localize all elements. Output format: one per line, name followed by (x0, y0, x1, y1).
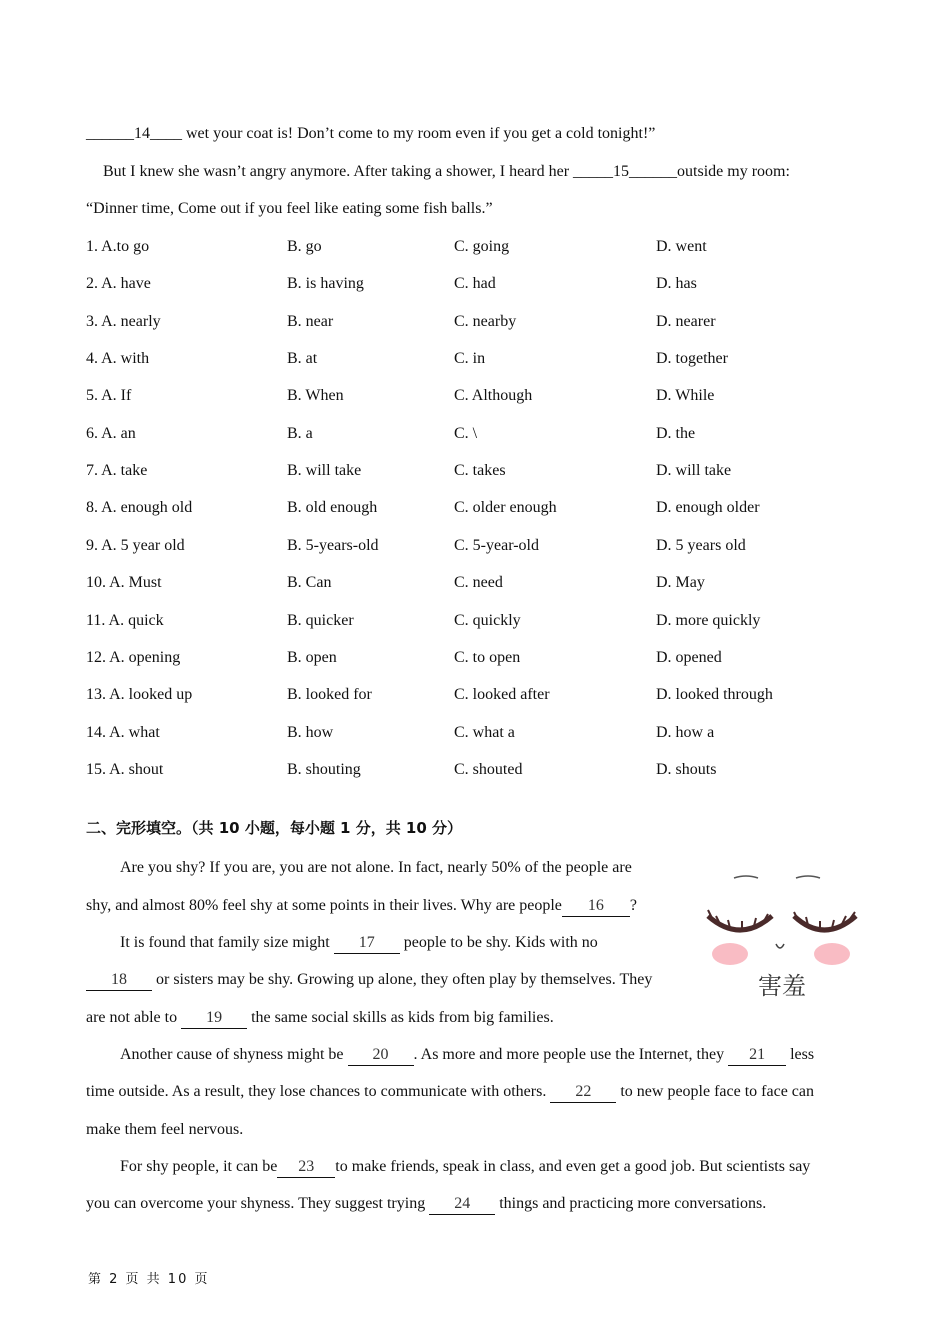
cloze-text: It is found that family size might (120, 934, 334, 951)
option-row (86, 312, 846, 332)
option-row (86, 461, 846, 481)
right-brow (796, 876, 820, 878)
option-choice: C. older enough (454, 499, 557, 516)
option-choice: D. nearer (656, 313, 716, 330)
cloze-text: people to be shy. Kids with no (399, 934, 598, 951)
option-choice: D. how a (656, 724, 715, 741)
option-choice: 15. A. shout (86, 761, 164, 778)
option-choice: C. shouted (454, 761, 523, 778)
option-choice: C. 5-year-old (454, 537, 539, 554)
option-choice: D. May (656, 574, 705, 591)
blank-23: 23 (277, 1157, 335, 1178)
cloze-text: time outside. As a result, they lose chances to communicate with others. (86, 1083, 551, 1100)
option-choice: C. had (454, 275, 496, 292)
cloze-text: Are you shy? If you are, you are not alone. In fact, nearly 50% of the people are (120, 859, 632, 876)
cloze-line-6 (120, 1045, 814, 1066)
option-choice: C. need (454, 574, 503, 591)
option-choice: D. the (656, 425, 696, 442)
cloze-line-5 (86, 1008, 554, 1029)
cloze-line-2 (86, 896, 637, 917)
option-choice: C. takes (454, 462, 506, 479)
option-choice: D. shouts (656, 761, 717, 778)
cloze-text: are not able to (86, 1009, 182, 1026)
option-row (86, 573, 846, 593)
option-choice: D. has (656, 275, 697, 292)
option-choice: 2. A. have (86, 275, 151, 292)
shy-face-illustration (700, 866, 860, 1006)
cloze-text: the same social skills as kids from big families. (247, 1009, 554, 1026)
option-choice: C. looked after (454, 686, 550, 703)
blank-16: 16 (562, 896, 630, 917)
blank-24: 24 (429, 1194, 495, 1215)
option-choice: B. open (287, 649, 337, 666)
option-choice: 9. A. 5 year old (86, 537, 185, 554)
option-choice: C. nearby (454, 313, 517, 330)
option-choice: B. shouting (287, 761, 361, 778)
option-choice: B. near (287, 313, 334, 330)
option-choice: B. will take (287, 462, 362, 479)
cloze-line-10 (86, 1194, 766, 1215)
blank-18: 18 (86, 970, 152, 991)
cloze-line-4 (86, 970, 652, 991)
option-row (86, 685, 846, 705)
option-row (86, 274, 846, 294)
left-blush (712, 943, 748, 965)
option-row (86, 611, 846, 631)
option-choice: C. \ (454, 425, 478, 442)
cloze-text: to new people face to face can (616, 1083, 815, 1100)
option-choice: C. what a (454, 724, 515, 741)
option-choice: D. While (656, 387, 715, 404)
option-choice: D. more quickly (656, 612, 761, 629)
option-row (86, 536, 846, 556)
option-choice: B. how (287, 724, 334, 741)
cloze-text: For shy people, it can be (120, 1158, 278, 1175)
option-choice: D. looked through (656, 686, 773, 703)
cloze-text: Another cause of shyness might be (120, 1046, 348, 1063)
cloze-text: to make friends, speak in class, and even get a good job. But scientists say (335, 1158, 811, 1175)
option-choice: 10. A. Must (86, 574, 162, 591)
cloze-text: less (786, 1046, 815, 1063)
right-blush (814, 943, 850, 965)
option-choice: 6. A. an (86, 425, 136, 442)
image-caption: 害羞 (758, 972, 806, 1000)
page-footer: 第 2 页 共 10 页 (88, 1272, 210, 1287)
option-choice: D. will take (656, 462, 732, 479)
cloze-text: ? (629, 897, 638, 914)
option-row (86, 349, 846, 369)
option-choice: 7. A. take (86, 462, 148, 479)
section-heading: 二、完形填空。（共 10 小题，每小题 1 分，共 10 分） (86, 819, 463, 837)
option-choice: C. going (454, 238, 510, 255)
option-choice: B. a (287, 425, 313, 442)
passage-line-2: But I knew she wasn’t angry anymore. After taking a shower, I heard her _____15______outside my room: (103, 163, 790, 180)
option-choice: 11. A. quick (86, 612, 164, 629)
option-choice: D. went (656, 238, 707, 255)
option-row (86, 648, 846, 668)
option-choice: 8. A. enough old (86, 499, 193, 516)
option-row (86, 424, 846, 444)
blank-21: 21 (728, 1045, 786, 1066)
cloze-text: things and practicing more conversations. (495, 1195, 767, 1212)
option-row (86, 498, 846, 518)
option-choice: D. together (656, 350, 728, 367)
option-row (86, 723, 846, 743)
option-choice: B. old enough (287, 499, 378, 516)
cloze-line-8: make them feel nervous. (86, 1121, 244, 1138)
right-closed-eye (794, 916, 856, 930)
option-row (86, 386, 846, 406)
cloze-text: or sisters may be shy. Growing up alone, they often play by themselves. They (152, 971, 653, 988)
cloze-text: . As more and more people use the Internet, they (413, 1046, 729, 1063)
left-brow (734, 876, 758, 878)
option-choice: 5. A. If (86, 387, 132, 404)
option-choice: D. enough older (656, 499, 760, 516)
option-choice: B. 5-years-old (287, 537, 379, 554)
option-choice: 1. A.to go (86, 238, 150, 255)
cloze-line-1 (120, 858, 632, 878)
option-choice: B. Can (287, 574, 332, 591)
option-choice: 13. A. looked up (86, 686, 193, 703)
mouth (776, 944, 784, 948)
option-choice: B. is having (287, 275, 364, 292)
option-choice: C. quickly (454, 612, 521, 629)
option-choice: D. 5 years old (656, 537, 746, 554)
option-choice: 3. A. nearly (86, 313, 161, 330)
blank-17: 17 (334, 933, 400, 954)
blank-22: 22 (550, 1082, 616, 1103)
option-choice: C. in (454, 350, 486, 367)
option-choice: C. to open (454, 649, 521, 666)
cloze-text: you can overcome your shyness. They suggest trying (86, 1195, 430, 1212)
option-row (86, 237, 846, 257)
passage-line-1: ______14____ wet your coat is! Don’t come to my room even if you get a cold tonight!” (86, 125, 656, 142)
blank-19: 19 (181, 1008, 247, 1029)
option-choice: B. quicker (287, 612, 354, 629)
option-choice: 4. A. with (86, 350, 150, 367)
option-choice: 12. A. opening (86, 649, 181, 666)
option-choice: D. opened (656, 649, 722, 666)
cloze-line-3 (120, 933, 598, 954)
option-choice: B. go (287, 238, 322, 255)
cloze-text: shy, and almost 80% feel shy at some points in their lives. Why are people (86, 897, 562, 914)
option-choice: C. Although (454, 387, 533, 404)
option-choice: B. looked for (287, 686, 372, 703)
option-choice: B. When (287, 387, 344, 404)
option-row (86, 760, 846, 780)
cloze-line-7 (86, 1082, 814, 1103)
option-choice: B. at (287, 350, 318, 367)
option-choice: 14. A. what (86, 724, 160, 741)
passage-line-3: “Dinner time, Come out if you feel like eating some fish balls.” (86, 200, 493, 217)
cloze-line-9 (120, 1157, 810, 1178)
blank-20: 20 (348, 1045, 414, 1066)
